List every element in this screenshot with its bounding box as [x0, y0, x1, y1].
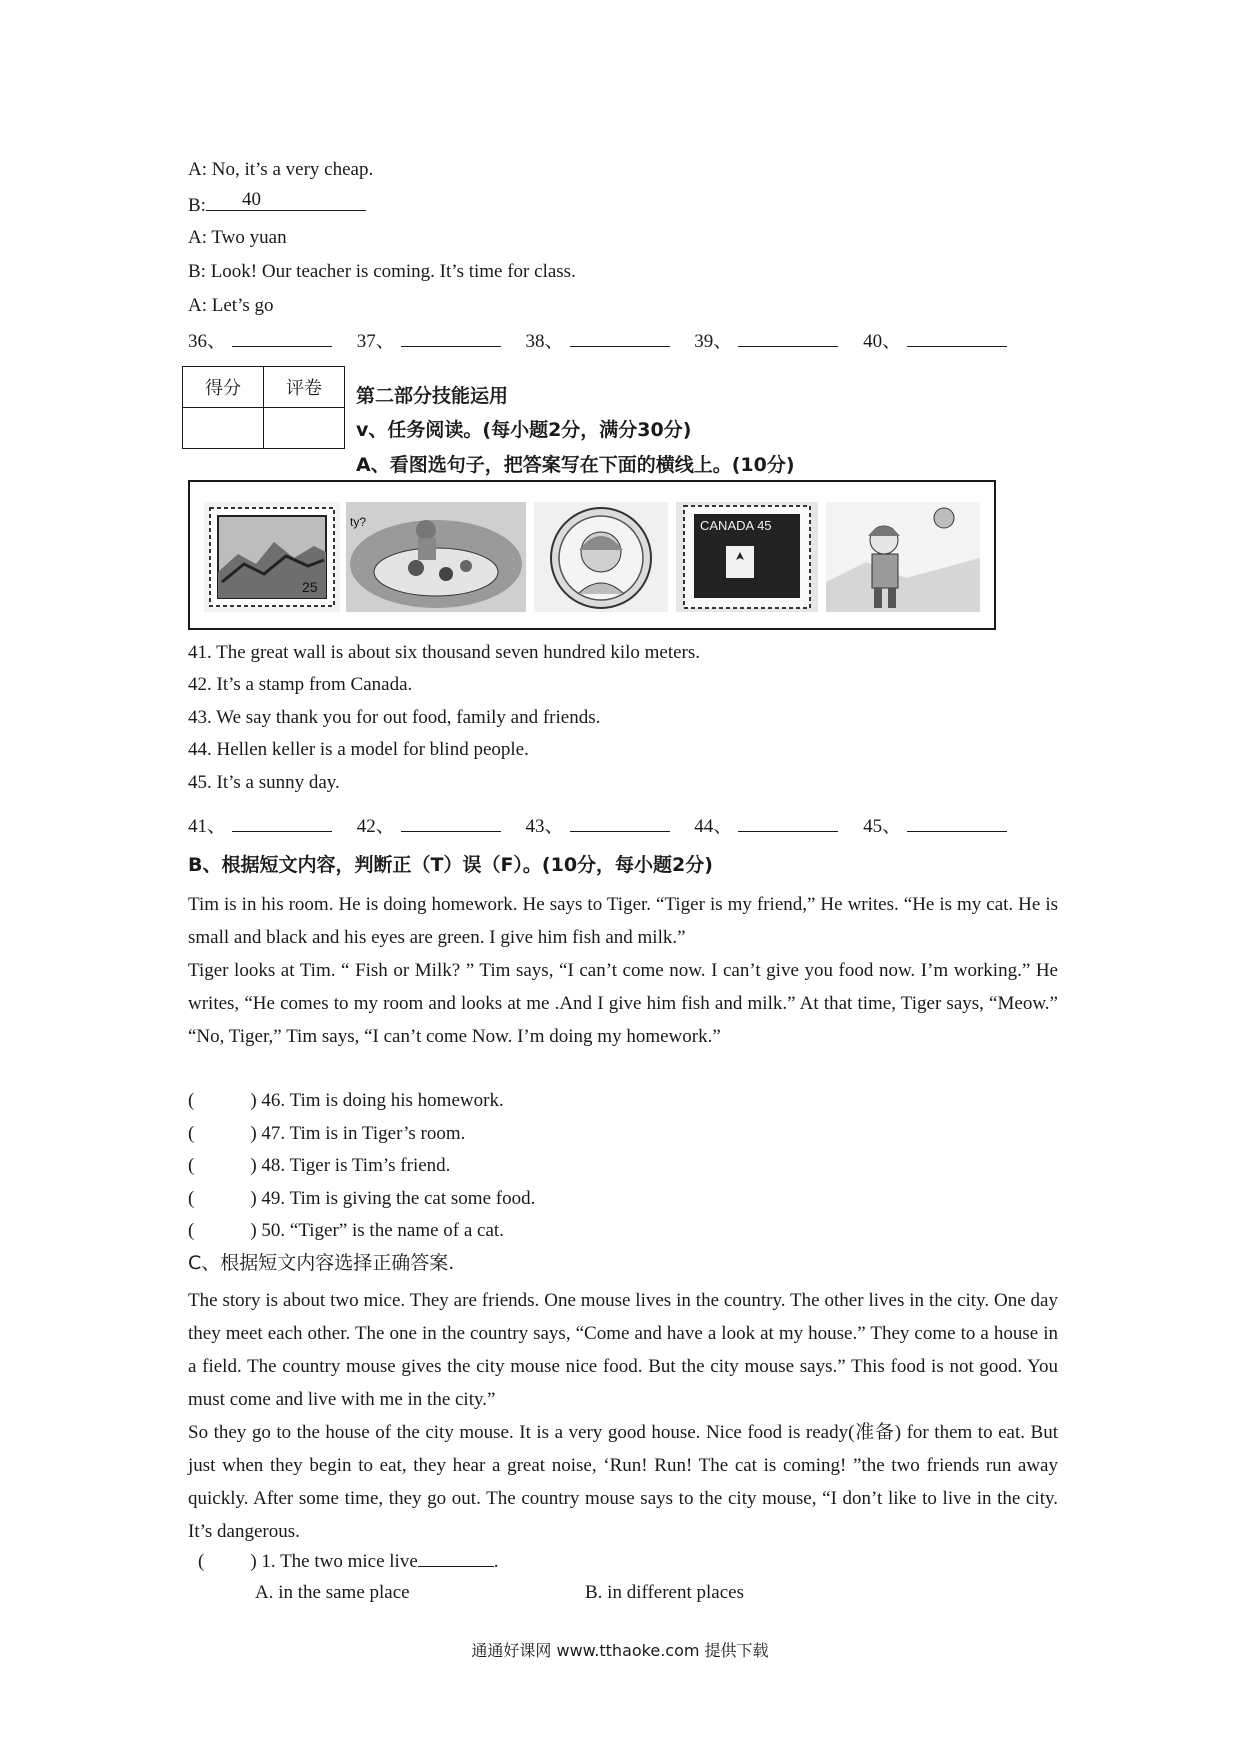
score-header: 得分 [183, 367, 264, 408]
svg-text:ty?: ty? [350, 515, 367, 529]
answer-39: 39、 [694, 328, 838, 354]
answer-43-blank[interactable] [570, 813, 670, 832]
section-a-title: A、看图选句子，把答案写在下面的横线上。(10分) [356, 454, 795, 476]
answer-40: 40、 [863, 328, 1007, 354]
answer-38-blank[interactable] [570, 328, 670, 347]
answer-41-blank[interactable] [232, 813, 332, 832]
footer-source: 通通好课网 www.tthaoke.com 提供下载 [471, 1641, 769, 1660]
sunny-day-image [826, 502, 980, 612]
canada-stamp-image [676, 502, 818, 612]
part2-title: 第二部分技能运用 [356, 385, 509, 407]
mc-1-answer-blank[interactable] [204, 1549, 250, 1567]
answer-38: 38、 [526, 328, 670, 354]
answer-45: 45、 [863, 813, 1007, 839]
tf-item-49: ( ) 49. Tim is giving the cat some food. [188, 1188, 536, 1209]
answer-row-36-40 [188, 328, 1027, 354]
answer-40-blank[interactable] [907, 328, 1007, 347]
mc-1-blank[interactable] [418, 1548, 494, 1567]
great-wall-stamp-image [204, 502, 340, 612]
answer-43: 43、 [526, 813, 670, 839]
answer-45-blank[interactable] [907, 813, 1007, 832]
dialogue-b1 [188, 189, 366, 218]
picture-strip [188, 480, 996, 630]
sentence-43: 43. We say thank you for out food, family and friends. [188, 707, 601, 728]
answer-37-blank[interactable] [401, 328, 501, 347]
tf-48-blank[interactable] [194, 1153, 250, 1171]
answer-41: 41、 [188, 813, 332, 839]
tf-item-47: ( ) 47. Tim is in Tiger’s room. [188, 1123, 466, 1144]
answer-row-41-45 [188, 813, 1027, 839]
svg-text:CANADA 45: CANADA 45 [700, 518, 772, 533]
section-b-paragraph-2: Tiger looks at Tim. “ Fish or Milk? ” Tim says, “I can’t come now. I can’t give you food now. I’m working.” He writes, “He comes to my room and looks at me .And I give him fish and milk.” At that time, Tiger says, “Meow.” “No, Tiger,” Tim says, “I can’t come Now. I’m doing my homework.” [188, 960, 1058, 1047]
section-b-paragraph-1: Tim is in his room. He is doing homework. He says to Tiger. “Tiger is my friend,” He writes. “He is my cat. He is small and black and his eyes are green. I give him fish and milk.” [188, 894, 1058, 948]
helen-keller-coin-image [534, 502, 668, 612]
tf-item-48: ( ) 48. Tiger is Tim’s friend. [188, 1155, 451, 1176]
dialogue-a1: A: No, it’s a very cheap. [188, 159, 374, 180]
blank-40[interactable] [206, 189, 366, 211]
answer-36-blank[interactable] [232, 328, 332, 347]
section-v-title: v、任务阅读。(每小题2分，满分30分) [356, 419, 692, 441]
answer-42-blank[interactable] [401, 813, 501, 832]
grader-header: 评卷 [264, 367, 345, 408]
section-c-paragraph-2: So they go to the house of the city mouse. It is a very good house. Nice food is ready(准备) for them to eat. But just when they begin to eat, they hear a great noise, ‘Run! Run! The cat is coming! ”the two friends run away quickly. After some time, they go out. The country mouse says to the city mouse, “I don’t like to live in the city. It’s dangerous. [188, 1422, 1058, 1542]
sentence-44: 44. Hellen keller is a model for blind people. [188, 739, 529, 760]
answer-44-blank[interactable] [738, 813, 838, 832]
dialogue-a3: A: Let’s go [188, 295, 274, 316]
score-cell[interactable] [183, 408, 264, 449]
answer-36: 36、 [188, 328, 332, 354]
tf-49-blank[interactable] [194, 1186, 250, 1204]
dialogue-a2: A: Two yuan [188, 227, 287, 248]
thanksgiving-dinner-image [346, 502, 526, 612]
sentence-45: 45. It’s a sunny day. [188, 772, 340, 793]
sentence-42: 42. It’s a stamp from Canada. [188, 674, 413, 695]
section-b-title: B、根据短文内容，判断正（T）误（F）。(10分，每小题2分) [188, 854, 713, 876]
tf-47-blank[interactable] [194, 1121, 250, 1139]
grader-cell[interactable] [264, 408, 345, 449]
answer-44: 44、 [694, 813, 838, 839]
section-c-paragraph-1: The story is about two mice. They are friends. One mouse lives in the country. The other lives in the city. One day they meet each other. The one in the country says, “Come and have a look at my house.” They come to a house in a field. The country mouse gives the city mouse nice food. But the city mouse says.” This food is not good. You must come and live with me in the city.” [188, 1290, 1058, 1410]
tf-item-50: ( ) 50. “Tiger” is the name of a cat. [188, 1220, 504, 1241]
answer-39-blank[interactable] [738, 328, 838, 347]
dialogue-b2: B: Look! Our teacher is coming. It’s time for class. [188, 261, 576, 282]
score-table [182, 366, 345, 449]
blank-40-number: 40 [241, 189, 261, 210]
answer-42: 42、 [357, 813, 501, 839]
dialogue-b-prefix: B: [188, 195, 206, 216]
section-c-title: C、根据短文内容选择正确答案. [188, 1252, 455, 1274]
tf-item-46: ( ) 46. Tim is doing his homework. [188, 1090, 504, 1111]
svg-text:25: 25 [302, 579, 318, 595]
mc-1-option-a[interactable]: A. in the same place [255, 1582, 410, 1603]
tf-46-blank[interactable] [194, 1088, 250, 1106]
mc-1-option-b[interactable]: B. in different places [585, 1582, 744, 1603]
sentence-41: 41. The great wall is about six thousand seven hundred kilo meters. [188, 642, 701, 663]
answer-37: 37、 [357, 328, 501, 354]
mc-question-1: ( ) 1. The two mice live . [198, 1548, 499, 1574]
tf-50-blank[interactable] [194, 1218, 250, 1236]
